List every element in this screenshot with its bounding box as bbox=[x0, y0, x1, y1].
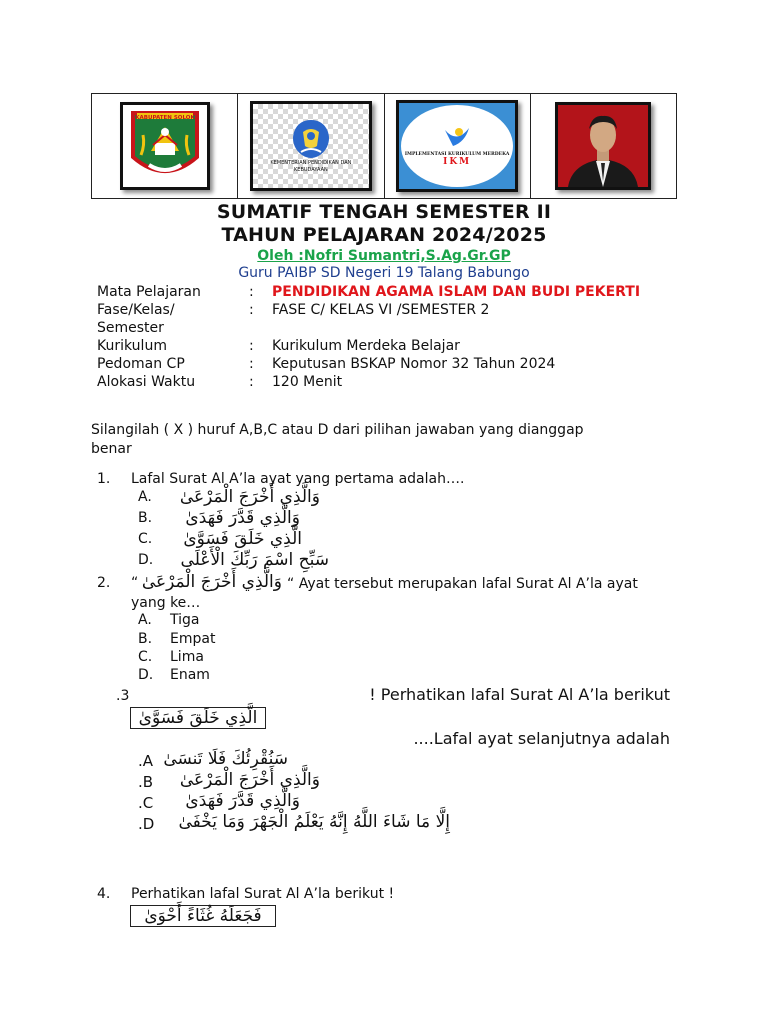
info-label-curriculum: Kurikulum bbox=[97, 338, 167, 354]
tut-wuri-handayani-icon bbox=[291, 118, 331, 160]
ikm-logo bbox=[396, 100, 518, 192]
q2-arabic: وَالَّذِي أَخْرَجَ الْمَرْعَىٰ bbox=[141, 572, 282, 592]
q1-text: Lafal Surat Al A’la ayat yang pertama adalah…. bbox=[131, 471, 465, 487]
q2-text: “ Ayat tersebut merupakan lafal Surat Al A’la ayat bbox=[287, 576, 638, 592]
q2-option-b-text[interactable]: Empat bbox=[170, 631, 216, 647]
q2-option-c-text[interactable]: Lima bbox=[170, 649, 204, 665]
logo-cell-solok bbox=[92, 94, 238, 198]
q4-boxed-arabic: فَجَعَلَهُ غُثَاءً أَحْوَىٰ bbox=[130, 905, 276, 927]
q2-option-a-text[interactable]: Tiga bbox=[170, 612, 200, 628]
info-colon: : bbox=[249, 302, 254, 318]
info-value-subject: PENDIDIKAN AGAMA ISLAM DAN BUDI PEKERTI bbox=[272, 284, 641, 300]
logo-cell-kemendikbud bbox=[238, 94, 384, 198]
info-colon: : bbox=[249, 356, 254, 372]
q2-option-d-letter[interactable]: D. bbox=[138, 667, 154, 683]
info-value-cp: Keputusan BSKAP Nomor 32 Tahun 2024 bbox=[272, 356, 556, 372]
teacher-photo bbox=[555, 102, 651, 190]
instruction-line-2: benar bbox=[91, 441, 132, 457]
ikm-swoosh-icon bbox=[439, 126, 475, 152]
q1-option-d-arabic[interactable]: سَبِّحِ اسْمَ رَبِّكَ الْأَعْلَى bbox=[180, 550, 329, 570]
q2-open-quote: “ bbox=[131, 575, 139, 591]
q3-text-2: ....Lafal ayat selanjutnya adalah bbox=[413, 729, 670, 748]
solok-emblem-icon bbox=[123, 105, 207, 187]
info-label-cp: Pedoman CP bbox=[97, 356, 185, 372]
title-line-1: SUMATIF TENGAH SEMESTER II bbox=[216, 201, 552, 223]
info-value-curriculum: Kurikulum Merdeka Belajar bbox=[272, 338, 460, 354]
q3-option-a-letter[interactable]: .A bbox=[138, 752, 154, 770]
q1-option-a-letter[interactable]: A. bbox=[138, 489, 152, 505]
q3-option-b-letter[interactable]: .B bbox=[138, 773, 154, 791]
instruction-line-1: Silangilah ( X ) huruf A,B,C atau D dari pilihan jawaban yang dianggap bbox=[91, 422, 584, 438]
q4-text: Perhatikan lafal Surat Al A’la berikut ! bbox=[131, 886, 395, 902]
kabupaten-solok-logo bbox=[120, 102, 210, 190]
q1-option-a-arabic[interactable]: وَالَّذِي أَخْرَجَ الْمَرْعَىٰ bbox=[179, 487, 320, 507]
q3-option-d-arabic[interactable]: إِلَّا مَا شَاءَ اللَّهُ إِنَّهُ يَعْلَمُ الْجَهْرَ وَمَا يَخْفَىٰ bbox=[178, 812, 450, 832]
info-label-time: Alokasi Waktu bbox=[97, 374, 196, 390]
ikm-label: IMPLEMENTASI KURIKULUM MERDEKA bbox=[404, 151, 510, 157]
q4-number: 4. bbox=[97, 886, 111, 902]
q2-text-2: yang ke… bbox=[131, 595, 201, 611]
q3-number: .3 bbox=[116, 688, 130, 704]
q2-number: 2. bbox=[97, 575, 111, 591]
q1-option-c-arabic[interactable]: الَّذِي خَلَقَ فَسَوَّىٰ bbox=[183, 529, 302, 549]
q2-option-b-letter[interactable]: B. bbox=[138, 631, 153, 647]
teacher-portrait-icon bbox=[558, 105, 648, 187]
kemendikbud-logo bbox=[250, 101, 372, 191]
info-colon: : bbox=[249, 284, 254, 300]
q3-boxed-arabic: الَّذِي خَلَقَ فَسَوَّىٰ bbox=[130, 707, 266, 729]
q3-option-c-arabic[interactable]: وَالَّذِي قَدَّرَ فَهَدَىٰ bbox=[185, 791, 300, 811]
school-name: Guru PAIBP SD Negeri 19 Talang Babungo bbox=[238, 265, 530, 281]
q1-option-b-letter[interactable]: B. bbox=[138, 510, 153, 526]
kemendikbud-label: KEMENTERIAN PENDIDIKAN DAN KEBUDAYAAN bbox=[270, 160, 352, 173]
info-label-subject: Mata Pelajaran bbox=[97, 284, 201, 300]
q3-option-a-arabic[interactable]: سَنُقْرِئُكَ فَلَا تَنسَىٰ bbox=[163, 749, 288, 769]
ikm-abbr: IKM bbox=[443, 156, 472, 167]
q3-option-b-arabic[interactable]: وَالَّذِي أَخْرَجَ الْمَرْعَىٰ bbox=[179, 770, 320, 790]
q3-option-d-letter[interactable]: .D bbox=[138, 815, 155, 833]
svg-text:KABUPATEN SOLOK: KABUPATEN SOLOK bbox=[134, 115, 195, 121]
q2-option-c-letter[interactable]: C. bbox=[138, 649, 153, 665]
info-value-phase: FASE C/ KELAS VI /SEMESTER 2 bbox=[272, 302, 490, 318]
info-label-phase-2: Semester bbox=[97, 320, 164, 336]
q1-number: 1. bbox=[97, 471, 111, 487]
logo-cell-photo bbox=[531, 94, 676, 198]
author-name: Oleh :Nofri Sumantri,S.Ag.Gr.GP bbox=[257, 248, 511, 264]
info-label-phase: Fase/Kelas/ bbox=[97, 302, 175, 318]
q1-option-b-arabic[interactable]: وَالَّذِي قَدَّرَ فَهَدَىٰ bbox=[185, 508, 300, 528]
title-line-2: TAHUN PELAJARAN 2024/2025 bbox=[221, 224, 547, 246]
q2-option-d-text[interactable]: Enam bbox=[170, 667, 210, 683]
q3-text: ! Perhatikan lafal Surat Al A’la berikut bbox=[369, 685, 670, 704]
info-colon: : bbox=[249, 374, 254, 390]
q1-option-d-letter[interactable]: D. bbox=[138, 552, 154, 568]
q3-option-c-letter[interactable]: .C bbox=[138, 794, 154, 812]
info-colon: : bbox=[249, 338, 254, 354]
q2-option-a-letter[interactable]: A. bbox=[138, 612, 152, 628]
logo-cell-ikm bbox=[385, 94, 531, 198]
q1-option-c-letter[interactable]: C. bbox=[138, 531, 153, 547]
info-value-time: 120 Menit bbox=[272, 374, 343, 390]
logo-table bbox=[91, 93, 677, 199]
ikm-badge bbox=[401, 105, 513, 187]
